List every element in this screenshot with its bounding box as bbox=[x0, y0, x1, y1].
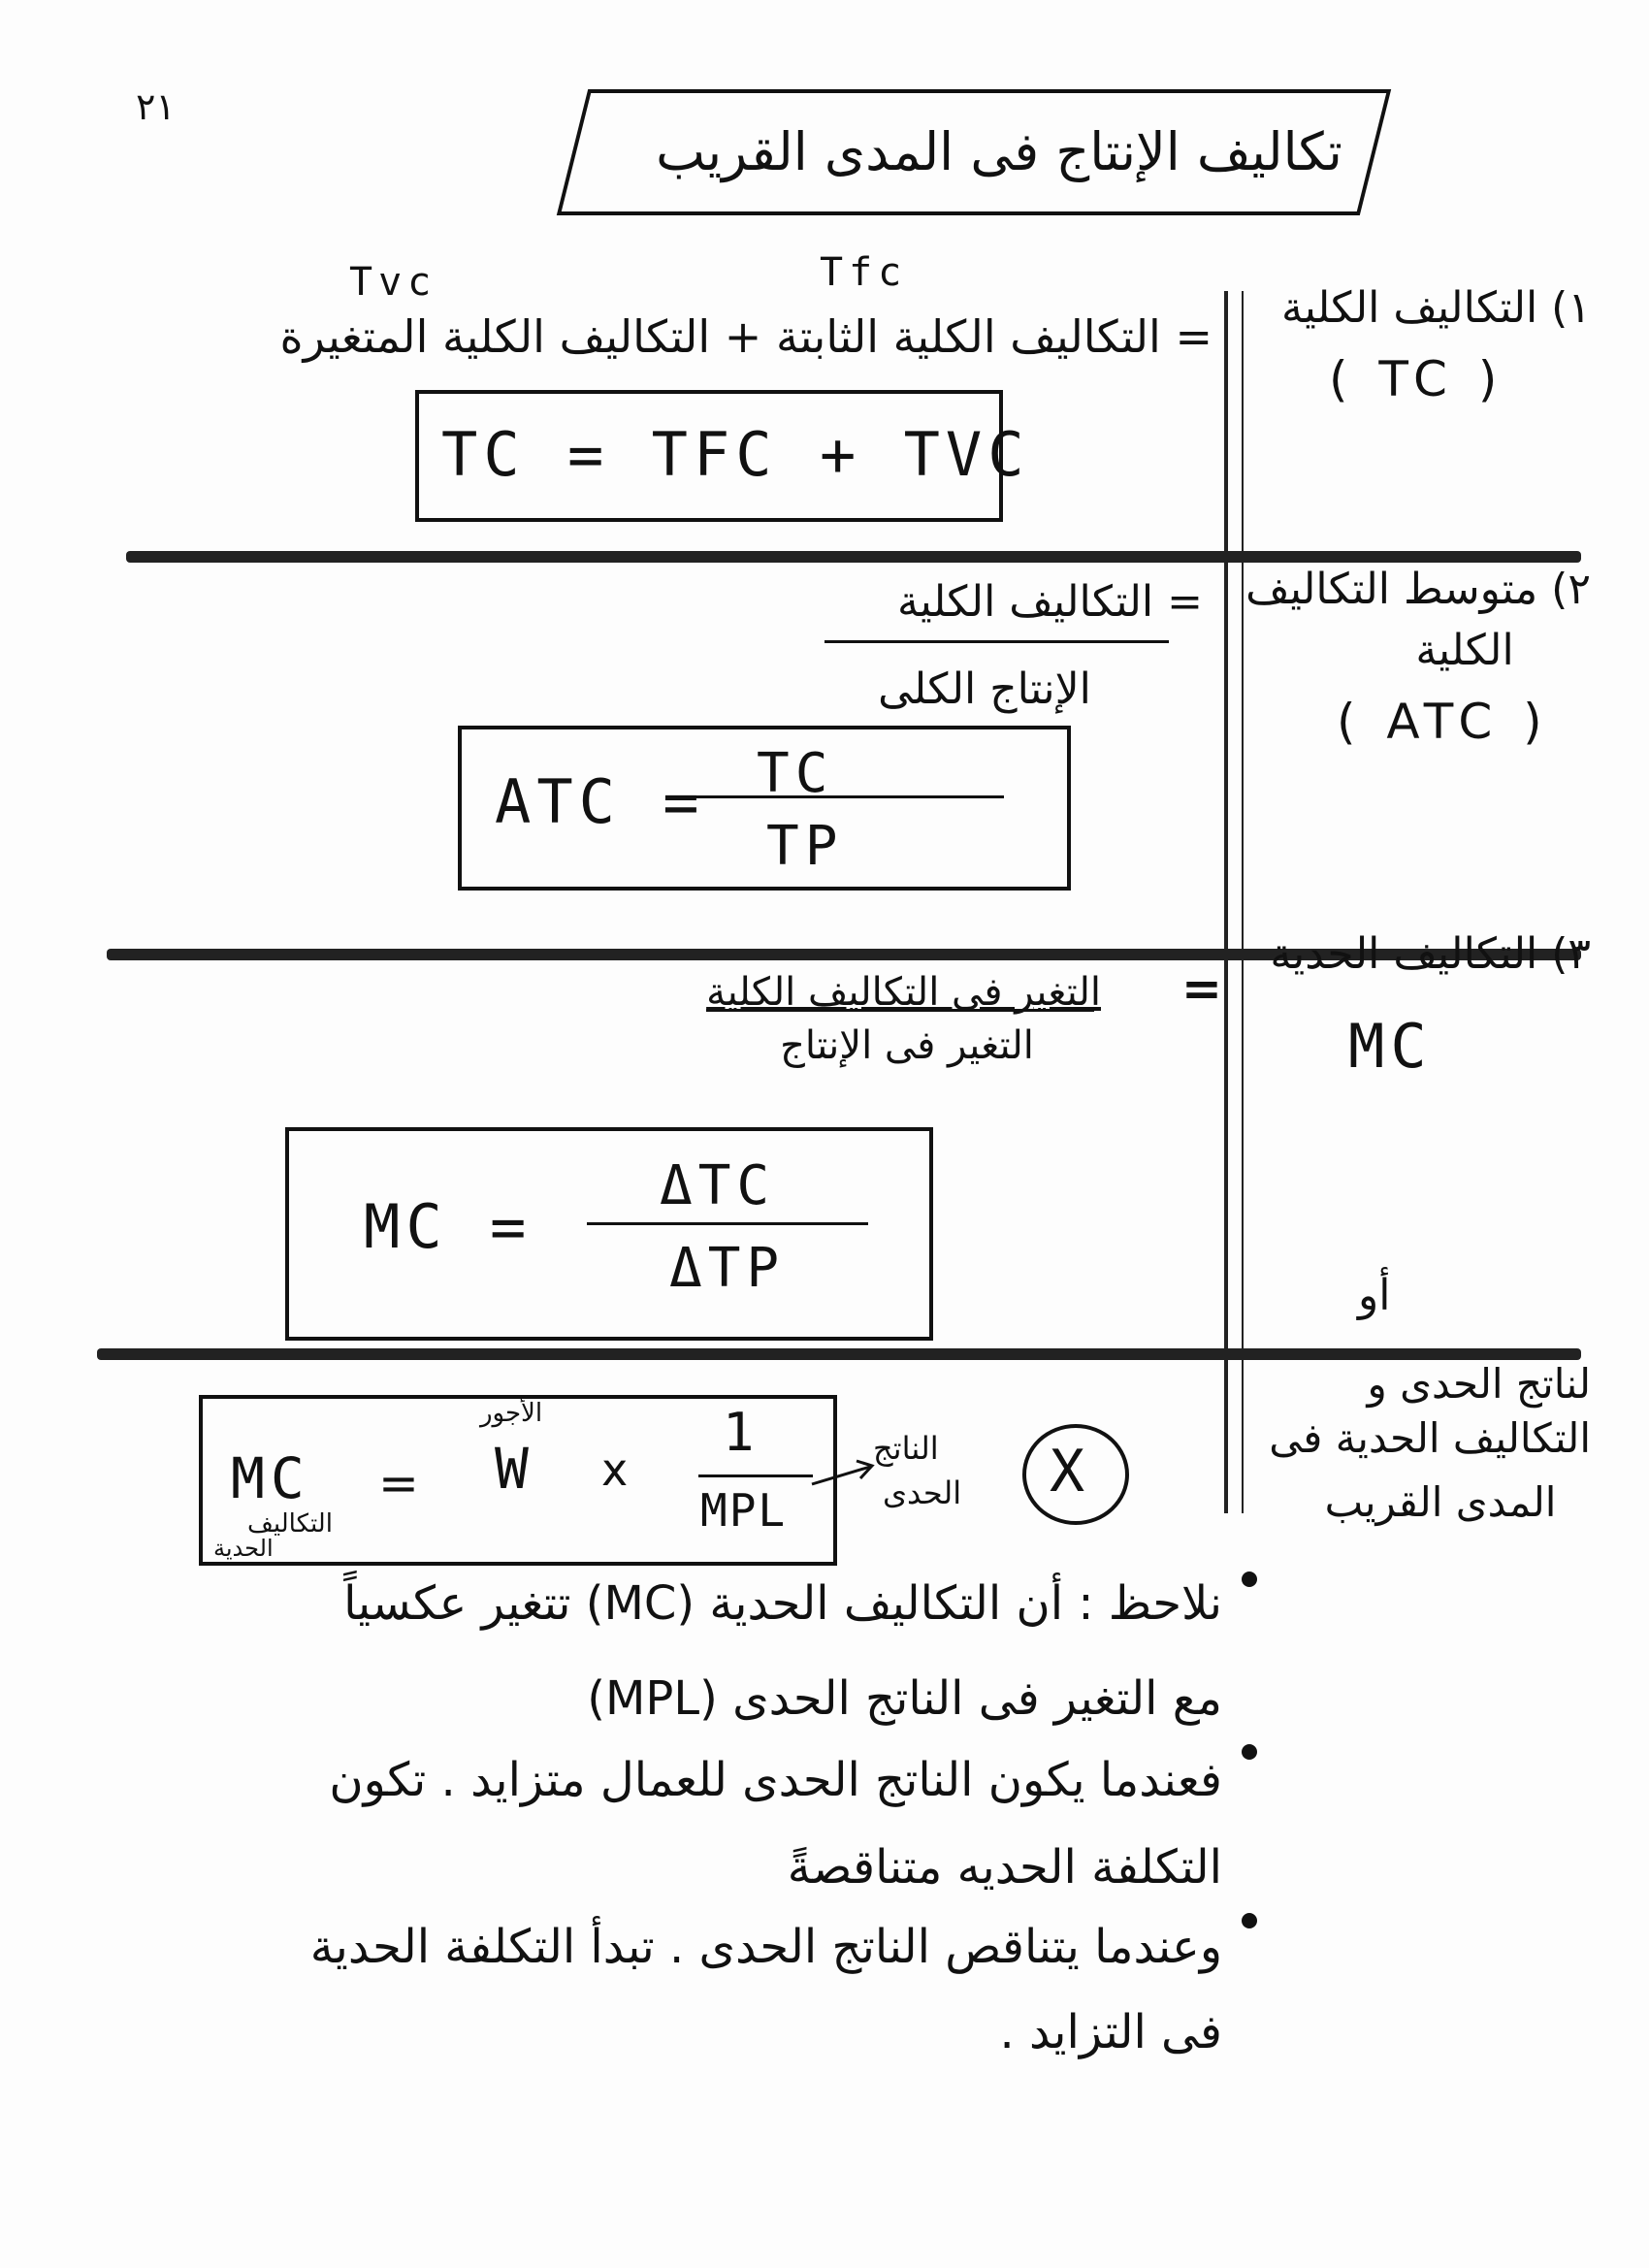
def-mc-denominator: التغير فى الإنتاج bbox=[780, 1023, 1034, 1068]
def-mc-fraction-line bbox=[706, 1009, 1094, 1012]
wage-label: الأجور bbox=[480, 1399, 543, 1428]
note-line-6: فى التزايد . bbox=[999, 2005, 1222, 2059]
term-total-cost: ١) التكاليف الكلية bbox=[1281, 283, 1591, 333]
mpl-label-line2: الحدى bbox=[883, 1474, 962, 1511]
formula-mpl: MPL bbox=[700, 1484, 788, 1537]
term-average-total-cost: ٢) متوسط التكاليف bbox=[1245, 565, 1591, 614]
def-mc-numerator: التغير فى التكاليف الكلية bbox=[706, 970, 1101, 1015]
mc-label-line2: الحدية bbox=[213, 1535, 274, 1562]
section-divider-1 bbox=[126, 551, 1581, 563]
formula-mc-denominator: ΔTP bbox=[669, 1237, 786, 1300]
formula-mc-symbol: MC bbox=[231, 1445, 310, 1511]
page-number: ٢١ bbox=[136, 85, 176, 128]
tvc-annotation: Tvc bbox=[349, 260, 437, 305]
abbr-average-total-cost: ( ATC ) bbox=[1337, 694, 1550, 750]
or-label: أو bbox=[1358, 1271, 1391, 1320]
arrow-icon bbox=[810, 1451, 878, 1490]
term-average-total-cost-line2: الكلية bbox=[1415, 626, 1514, 675]
formula-mc-eq: = bbox=[378, 1455, 419, 1511]
term-mp-mc-line1: لناتج الحدى و bbox=[1367, 1360, 1591, 1408]
page-title: تكاليف الإنتاج فى المدى القريب bbox=[656, 121, 1342, 182]
section-divider-3 bbox=[97, 1348, 1581, 1360]
formula-times: x bbox=[601, 1443, 629, 1496]
formula-mpl-fraction-line bbox=[698, 1474, 813, 1477]
def-avg-denominator: الإنتاج الكلى bbox=[878, 664, 1091, 714]
note-bullet-2 bbox=[1242, 1744, 1257, 1760]
abbr-total-cost: ( TC ) bbox=[1329, 351, 1505, 407]
column-divider bbox=[1224, 291, 1228, 1513]
note-line-4: التكلفة الحديه متناقصةً bbox=[787, 1840, 1222, 1895]
note-line-5: وعندما يتناقص الناتج الحدى . تبدأ التكلفة الحدية bbox=[309, 1920, 1222, 1974]
formula-w: W bbox=[495, 1436, 534, 1502]
mc-eq-sign: = bbox=[1181, 960, 1222, 1017]
term-mp-mc-line2: التكاليف الحدية فى bbox=[1269, 1414, 1591, 1462]
abbr-marginal-cost: MC bbox=[1348, 1011, 1433, 1082]
mpl-label-line1: الناتج bbox=[873, 1430, 939, 1467]
tfc-annotation: Tfc bbox=[820, 250, 908, 295]
note-line-3: فعندما يكون الناتج الحدى للعمال متزايد . تكون bbox=[329, 1753, 1222, 1807]
column-divider-2 bbox=[1242, 291, 1244, 1513]
formula-one: 1 bbox=[723, 1402, 760, 1463]
circled-x-letter: X bbox=[1050, 1438, 1091, 1506]
note-bullet-3 bbox=[1242, 1913, 1257, 1928]
definition-total-cost: = التكاليف الكلية الثابتة + التكاليف الكلية المتغيرة bbox=[279, 310, 1212, 363]
def-avg-numerator: = التكاليف الكلية bbox=[896, 577, 1203, 627]
formula-atc-fraction-line bbox=[679, 795, 1004, 798]
formula-atc-left: ATC = bbox=[495, 766, 705, 837]
term-marginal-cost: ٣) التكاليف الحدية bbox=[1270, 929, 1591, 979]
formula-atc-numerator: TC bbox=[757, 742, 834, 805]
def-avg-fraction-line bbox=[824, 640, 1169, 643]
note-bullet-1 bbox=[1242, 1571, 1257, 1587]
formula-mc-fraction-line bbox=[587, 1222, 868, 1225]
note-line-2: مع التغير فى الناتج الحدى (MPL) bbox=[587, 1671, 1222, 1726]
formula-mc-numerator: ΔTC bbox=[660, 1154, 776, 1217]
formula-atc-denominator: TP bbox=[766, 815, 844, 878]
mc-label-line1: التكاليف bbox=[247, 1509, 333, 1539]
note-line-1: نلاحظ : أن التكاليف الحدية (MC) تتغير عكسياً bbox=[343, 1576, 1222, 1631]
formula-mc-left: MC = bbox=[364, 1191, 533, 1262]
term-mp-mc-line3: المدى القريب bbox=[1324, 1478, 1557, 1526]
formula-total-cost: TC = TFC + TVC bbox=[441, 419, 1030, 490]
